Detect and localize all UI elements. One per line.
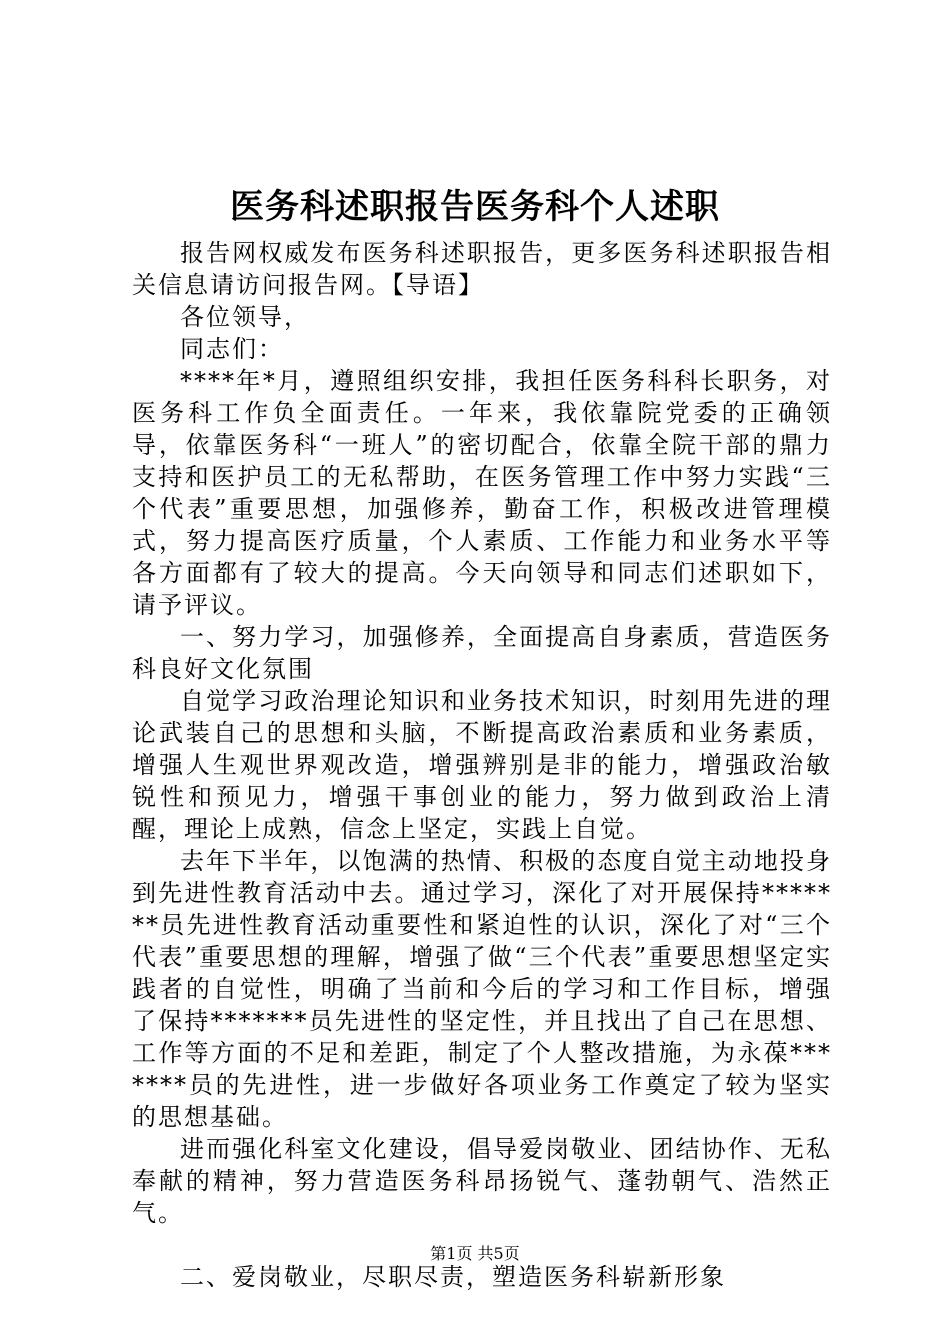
salutation-comrades: 同志们： xyxy=(180,335,284,363)
salutation-leaders: 各位领导， xyxy=(180,303,310,331)
document-body xyxy=(132,237,832,1293)
section-heading-2: 二、爱岗敬业，尽职尽责，塑造医务科崭新形象 xyxy=(180,1263,726,1291)
opening-paragraph: ****年*月，遵照组织安排，我担任医务科科长职务，对医务科工作负全面责任。一年来，我依靠院党委的正确领导，依靠医务科“一班人”的密切配合，依靠全院干部的鼎力支持和医护员工的无私帮助，在医务管理工作中努力实践“三个代表”重要思想，加强修养，勤奋工作，积极改进管理模式，努力提高医疗质量，个人素质、工作能力和业务水平等各方面都有了较大的提高。今天向领导和同志们述职如下，请予评议。 xyxy=(132,367,832,619)
section-heading-1: 一、努力学习，加强修养，全面提高自身素质，营造医务科良好文化氛围 xyxy=(132,623,832,683)
education-paragraph: 去年下半年，以饱满的热情、积极的态度自觉主动地投身到先进性教育活动中去。通过学习，深化了对开展保持*******员先进性教育活动重要性和紧迫性的认识，深化了对“三个代表”重要思想的理解，增强了做“三个代表”重要思想坚定实践者的自觉性，明确了当前和今后的学习和工作目标，增强了保持*******员先进性的坚定性，并且找出了自己在思想、工作等方面的不足和差距，制定了个人整改措施，为永葆*******员的先进性，进一步做好各项业务工作奠定了较为坚实的思想基础。 xyxy=(132,847,832,1131)
page-footer: 第1页 共5页 xyxy=(430,1244,520,1263)
study-paragraph: 自觉学习政治理论知识和业务技术知识，时刻用先进的理论武装自己的思想和头脑，不断提高政治素质和业务素质，增强人生观世界观改造，增强辨别是非的能力，增强政治敏锐性和预见力，增强干事创业的能力，努力做到政治上清醒，理论上成熟，信念上坚定，实践上自觉。 xyxy=(132,687,832,843)
intro-paragraph: 报告网权威发布医务科述职报告，更多医务科述职报告相关信息请访问报告网。【导语】 xyxy=(132,239,832,299)
culture-paragraph: 进而强化科室文化建设，倡导爱岗敬业、团结协作、无私奉献的精神，努力营造医务科昂扬锐气、蓬勃朝气、浩然正气。 xyxy=(132,1135,832,1227)
document-title: 医务科述职报告医务科个人述职 xyxy=(230,187,720,227)
